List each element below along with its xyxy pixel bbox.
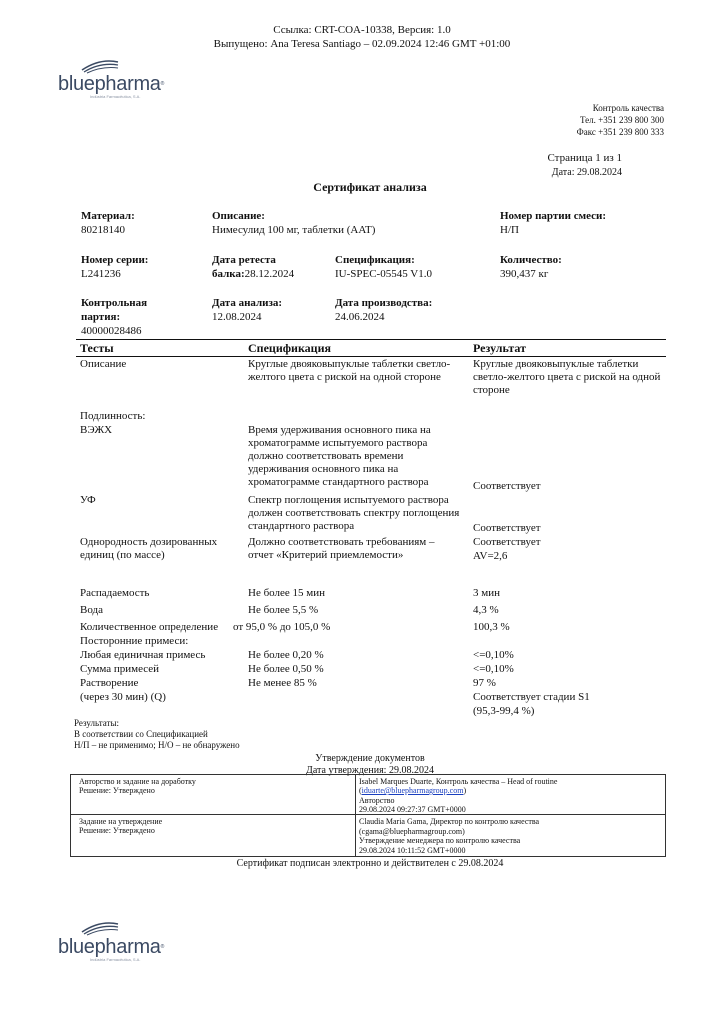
signature-table-column-divider xyxy=(355,775,356,856)
table-row-spec: Не менее 85 % xyxy=(248,677,317,689)
col-header-tests: Тесты xyxy=(80,341,114,355)
table-row-spec: Должно соответствовать требованиям – отчет «Критерий приемлемости» xyxy=(248,536,435,561)
page-number: Страница 1 из 1 xyxy=(547,152,622,164)
table-row-test: Сумма примесей xyxy=(80,663,160,675)
table-row-test: Количественное определение xyxy=(80,621,219,633)
wave-logo-icon xyxy=(80,56,120,74)
contact-tel: Тел. +351 239 800 300 xyxy=(580,115,664,125)
table-row-spec: от 95,0 % до 105,0 % xyxy=(233,621,331,633)
col-header-specification: Спецификация xyxy=(248,341,332,355)
table-row-test: Растворение xyxy=(80,677,139,689)
results-line: В соответствии со Спецификацией xyxy=(74,729,208,739)
table-row-result: 97 % xyxy=(473,677,496,689)
table-row-result: (95,3-99,4 %) xyxy=(473,705,535,717)
signer-timestamp: 29.08.2024 10:11:52 GMT+0000 xyxy=(359,845,466,855)
document-reference: Ссылка: CRT-COA-10338, Версия: 1.0 xyxy=(273,24,451,36)
serial-value: L241236 xyxy=(81,268,121,280)
table-row-spec: Спектр поглощения испытуемого раствора должен соответствовать спектру поглощения стандартного раствора xyxy=(248,494,460,532)
page-date: Дата: 29.08.2024 xyxy=(551,167,622,178)
description-label: Описание: xyxy=(212,210,265,222)
table-row-spec: Не более 0,50 % xyxy=(248,663,324,675)
production-date-value: 24.06.2024 xyxy=(335,311,385,323)
results-legend: Н/П – не применимо; Н/О – не обнаружено xyxy=(74,740,240,750)
signature-role: Задание на утверждение xyxy=(79,817,163,826)
page-title: Сертификат анализа xyxy=(313,180,427,194)
results-label: Результаты: xyxy=(74,718,119,728)
signer-name: Claudia Maria Gama, Директор по контролю качества xyxy=(359,817,540,826)
table-row-test: Вода xyxy=(80,604,103,616)
production-date-label: Дата производства: xyxy=(335,297,433,309)
table-row-result: <=0,10% xyxy=(473,649,514,661)
serial-label: Номер серии: xyxy=(81,254,149,266)
table-row-test: (через 30 мин) (Q) xyxy=(80,691,166,703)
signer-email: (cgama@bluepharmagroup.com) xyxy=(359,826,465,836)
control-value: 40000028486 xyxy=(81,325,142,337)
spec-label: Спецификация: xyxy=(335,254,415,266)
table-row-test: Посторонние примеси: xyxy=(80,635,189,647)
brand-name: bluepharma® xyxy=(58,73,165,95)
brand-subtitle: Indústria Farmacêutica, S.A. xyxy=(90,94,141,99)
table-row-result: Круглые двояковыпуклые таблетки светло-желтого цвета с риской на одной стороне xyxy=(473,358,661,396)
table-row-test: Подлинность: xyxy=(80,410,146,422)
table-row-test: Описание xyxy=(80,358,127,370)
signature-decision: Решение: Утверждено xyxy=(79,826,155,835)
company-logo-bottom xyxy=(58,918,168,966)
control-label-1: Контрольная xyxy=(81,297,148,309)
signer-name: Isabel Marques Duarte, Контроль качества – Head of routine xyxy=(359,777,558,786)
contact-fax: Факс +351 239 800 333 xyxy=(576,127,664,137)
table-row-result: Соответствует стадии S1 xyxy=(473,691,590,703)
retest-value: балка:28.12.2024 xyxy=(212,268,295,280)
table-row-spec: Не более 5,5 % xyxy=(248,604,319,616)
electronic-signature-note: Сертификат подписан электронно и действителен с 29.08.2024 xyxy=(236,858,504,869)
signature-table xyxy=(70,774,666,857)
material-value: 80218140 xyxy=(81,224,125,236)
approval-heading: Утверждение документов xyxy=(315,753,425,764)
table-row-spec: Круглые двояковыпуклые таблетки светло-желтого цвета с риской на одной стороне xyxy=(248,358,451,383)
table-row-test: ВЭЖХ xyxy=(80,424,113,436)
analysis-date-label: Дата анализа: xyxy=(212,297,283,309)
brand-name: bluepharma® xyxy=(58,936,165,958)
table-row-result: 3 мин xyxy=(473,587,500,599)
approval-date: Дата утверждения: 29.08.2024 xyxy=(306,765,434,776)
table-top-rule xyxy=(76,339,666,340)
table-row-test: Распадаемость xyxy=(80,587,150,599)
table-row-test: УФ xyxy=(80,494,96,506)
table-row-test: Однородность дозированных единиц (по массе) xyxy=(80,536,218,561)
issued-line: Выпущено: Ana Teresa Santiago – 02.09.2024 12:46 GMT +01:00 xyxy=(213,38,511,50)
table-row-spec: Не более 0,20 % xyxy=(248,649,324,661)
signer-meaning: Утверждение менеджера по контролю качества xyxy=(359,836,521,845)
spec-value: IU-SPEC-05545 V1.0 xyxy=(335,268,432,280)
retest-label: Дата ретеста xyxy=(212,254,276,266)
table-row-result: AV=2,6 xyxy=(473,550,508,562)
quantity-value: 390,437 кг xyxy=(500,268,549,280)
signature-decision: Решение: Утверждено xyxy=(79,786,155,795)
table-row-result: Соответствует xyxy=(473,480,541,492)
company-logo-top xyxy=(58,56,168,102)
table-row-result: 4,3 % xyxy=(473,604,499,616)
signer-email-link[interactable]: iduarte@bluepharmagroup.com xyxy=(361,786,464,795)
contact-dept: Контроль качества xyxy=(592,103,664,113)
analysis-date-value: 12.08.2024 xyxy=(212,311,262,323)
brand-subtitle: Indústria Farmacêutica, S.A. xyxy=(90,957,141,962)
table-row-result: Соответствует xyxy=(473,522,541,534)
description-value: Нимесулид 100 мг, таблетки (AAT) xyxy=(212,224,376,236)
signer-email: (iduarte@bluepharmagroup.com) xyxy=(359,786,467,795)
material-label: Материал: xyxy=(81,210,135,222)
control-label-2: партия: xyxy=(81,311,121,323)
blend-value: Н/П xyxy=(500,224,519,236)
wave-logo-icon xyxy=(80,918,120,936)
signer-timestamp: 29.08.2024 09:27:37 GMT+0000 xyxy=(359,805,466,814)
table-row-spec: Время удерживания основного пика на хроматограмме испытуемого раствора должно соответствовать времени удерживания основного пика на хроматограмме стандартного раствора xyxy=(248,424,431,488)
table-row-result: Соответствует xyxy=(473,536,541,548)
table-row-test: Любая единичная примесь xyxy=(80,649,206,661)
table-row-result: <=0,10% xyxy=(473,663,514,675)
table-row-spec: Не более 15 мин xyxy=(248,587,326,599)
signature-role: Авторство и задание на доработку xyxy=(79,777,196,786)
signer-meaning: Авторство xyxy=(359,795,395,805)
col-header-result: Результат xyxy=(473,341,527,355)
blend-label: Номер партии смеси: xyxy=(500,210,607,222)
quantity-label: Количество: xyxy=(500,254,562,266)
table-row-result: 100,3 % xyxy=(473,621,510,633)
table-header-rule xyxy=(76,356,666,357)
